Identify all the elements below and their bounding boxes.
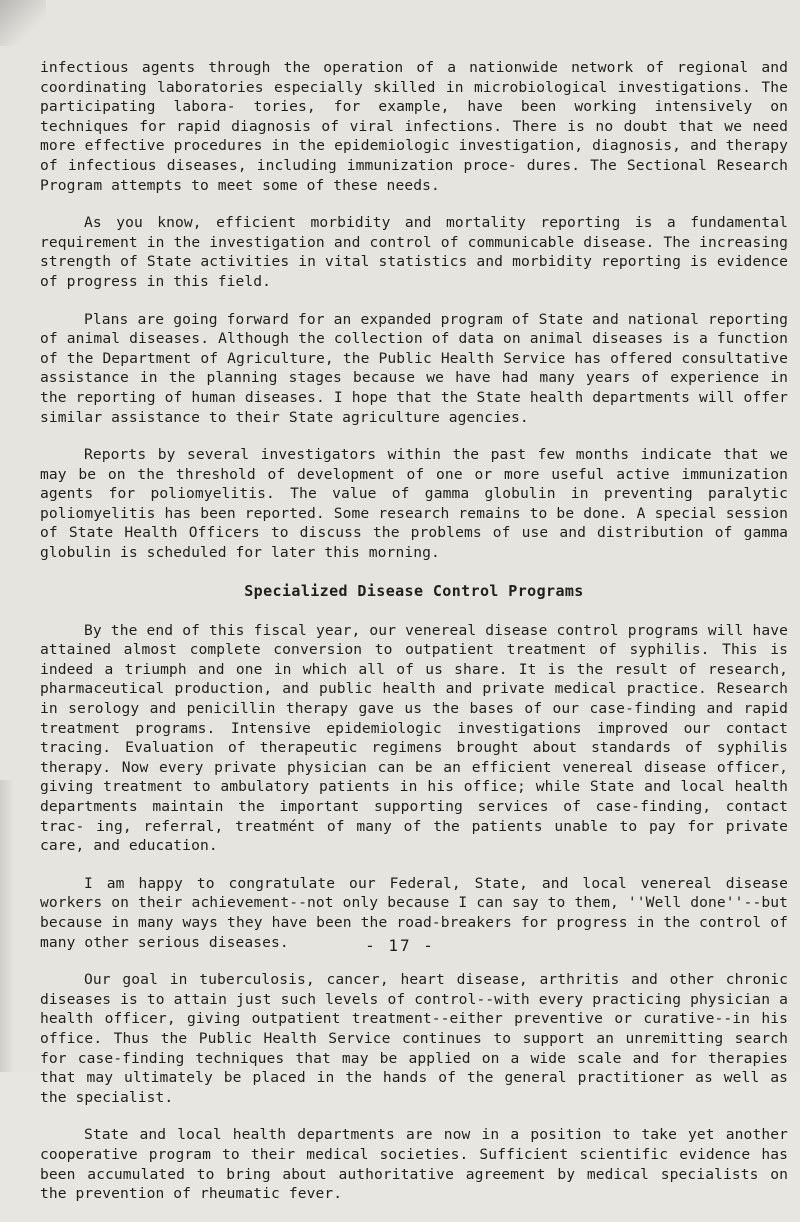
paragraph-venereal-disease: By the end of this fiscal year, our venereal disease control programs will have attained almost complete conversion to outpatient treatment of syphilis. This is indeed a triumph and one in which all of us share. It is the result of research, pharmaceutical production, and public health and private medical practice. Research in serology and penicillin therapy gave us the bases of our case-finding and rapid treatment programs. Intensive epidemiologic investigations improved our contact tracing. Evaluation of therapeutic regimens brought about standards of syphilis therapy. Now every private physician can be an efficient venereal disease officer, giving treatment to ambulatory patients in his office; while State and local health departments maintain the important supporting services of case-finding, contact trac- ing, referral, treatmént of many of the patients unable to pay for private care, and education. [40, 621, 788, 855]
paragraph-rheumatic-fever: State and local health departments are now in a position to take yet another cooperative program to their medical societies. Sufficient scientific evidence has been accumulated to bring about authoritative agreement by medical specialists on the prevention of rheumatic fever. [40, 1126, 788, 1203]
paragraph-laboratories: infectious agents through the operation of a nationwide network of regional and coordinating laboratories especially skilled in microbiological investigations. The participating labora- tories, for example, have been working intensively on techniques for rapid diagnosis of viral infections. There is no doubt that we need more effective procedures in the epidemiologic investigation, diagnosis, and therapy of infectious diseases, including immunization proce- dures. The Sectional Research Program attempts to meet some of these needs. [40, 59, 788, 194]
paragraph-morbidity-reporting: As you know, efficient morbidity and mortality reporting is a fundamental requirement in the investigation and control of communicable disease. The increasing strength of State activities in vital statistics and morbidity reporting is evidence of progress in this field. [40, 214, 788, 290]
scan-edge-shadow [0, 780, 14, 1072]
scan-corner-shadow [0, 0, 46, 46]
paragraph-animal-diseases: Plans are going forward for an expanded program of State and national reporting of animal diseases. Although the collection of data on animal diseases is a function of the Department of Agriculture, the Public Health Service has offered consultative assistance in the planning stages because we have had many years of experience in the reporting of human diseases. I hope that the State health departments will offer similar assistance to their State agriculture agencies. [40, 310, 788, 426]
paragraph-poliomyelitis: Reports by several investigators within the past few months indicate that we may be on the threshold of development of one or more useful active immunization agents for poliomyelitis. The value of gamma globulin in preventing paralytic poliomyelitis has been reported. Some research remains to be done. A special session of State Health Officers to discuss the problems of use and distribution of gamma globulin is scheduled for later this morning. [40, 446, 788, 562]
document-body [40, 58, 788, 1222]
section-heading: Specialized Disease Control Programs [244, 581, 584, 600]
paragraph-chronic-diseases: Our goal in tuberculosis, cancer, heart disease, arthritis and other chronic diseases is to attain just such levels of control--with every practicing physician a health officer, giving outpatient treatment--either preventive or curative--in his office. Thus the Public Health Service continues to support an unremitting search for case-finding techniques that may be applied on a wide scale and for therapies that may ultimately be placed in the hands of the general practitioner as well as the specialist. [40, 971, 788, 1106]
page-number: - 17 - [365, 936, 435, 955]
paragraph-congratulations: I am happy to congratulate our Federal, State, and local venereal disease workers on their achievement--not only because I can say to them, ''Well done''--but because in many ways they have been the road-breakers for progress in the control of many other serious diseases. [40, 874, 788, 951]
